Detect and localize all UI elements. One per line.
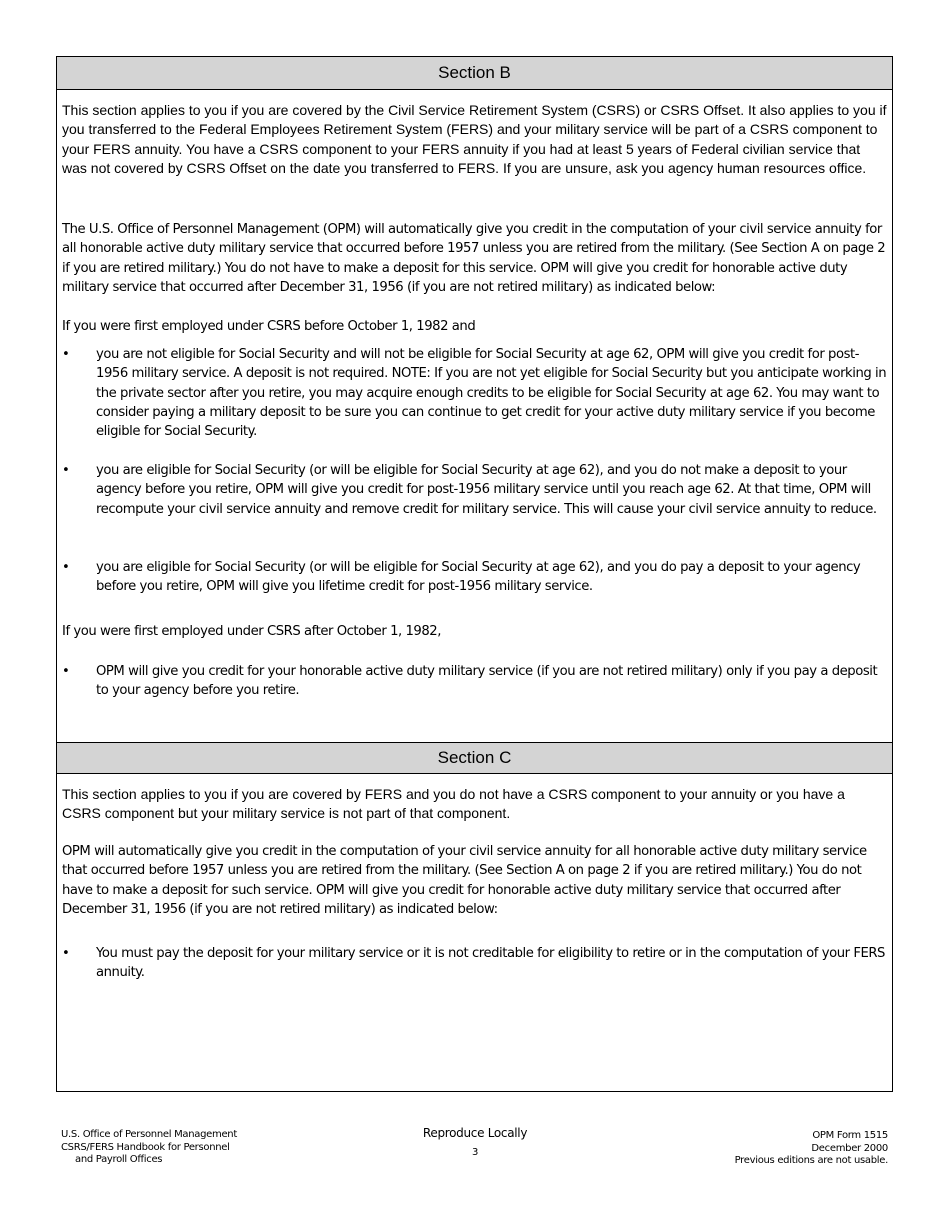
list-item-text: you are eligible for Social Security (or will be eligible for Social Security at age 62), and you do pay a deposit to your agency before you retire, OPM will give you lifetime credit for post-1956 military service. bbox=[96, 560, 861, 595]
form-date: December 2000 bbox=[811, 1142, 888, 1154]
footer-agency: U.S. Office of Personnel Management bbox=[61, 1129, 237, 1140]
footer-right bbox=[735, 1130, 888, 1168]
section-c-opm-credit: OPM will automatically give you credit in the computation of your civil service annuity for all honorable active duty military service that occurred before 1957 unless you are retired from the military. (See Section A on page 2 if you are retired military.) You do not have to make a deposit for such service. OPM will give you credit for honorable active duty military service that occurred after December 31, 1956 (if you are not retired military) as indicated below: bbox=[62, 844, 867, 917]
footer-handbook-cont: and Payroll Offices bbox=[75, 1154, 163, 1166]
section-c-header: Section C bbox=[57, 742, 892, 774]
form-frame bbox=[56, 56, 893, 1092]
list-item bbox=[62, 461, 887, 519]
footer-handbook: CSRS/FERS Handbook for Personnel bbox=[61, 1141, 230, 1153]
list-item-text: OPM will give you credit for your honorable active duty military service (if you are not retired military) only if you pay a deposit to your agency before you retire. bbox=[96, 664, 878, 699]
form-number: OPM Form 1515 bbox=[812, 1130, 888, 1141]
section-b-header: Section B bbox=[57, 57, 892, 90]
bullet-icon: • bbox=[62, 347, 70, 362]
section-b-intro: This section applies to you if you are covered by the Civil Service Retirement System (CSRS) or CSRS Offset. It also applies to you if you transferred to the Federal Employees Retirement System (FERS) and your military service will be part of a CSRS component to your FERS annuity. You have a CSRS component to your FERS annuity if you had at least 5 years of Federal civilian service that was not covered by CSRS Offset on the date you transferred to FERS. If you are unsure, ask you agency human resources office. bbox=[62, 102, 887, 176]
bullet-icon: • bbox=[62, 560, 70, 575]
list-item-text: you are not eligible for Social Security and will not be eligible for Social Security at age 62, OPM will give you credit for post-1956 military service. A deposit is not required. NOTE: If you are not yet eligible for Social Security but you anticipate working in the private sector after you retire, you may acquire enough credits to be eligible for Social Security at age 62. You may want to consider paying a military deposit to be sure you can continue to get credit for your active duty military service if you become eligible for Social Security. bbox=[96, 347, 887, 440]
list-item-text: You must pay the deposit for your military service or it is not creditable for eligibility to retire or in the computation of your FERS annuity. bbox=[96, 946, 885, 981]
list-item bbox=[62, 662, 887, 701]
bullet-icon: • bbox=[62, 946, 70, 961]
section-b-opm-credit: The U.S. Office of Personnel Management (OPM) will automatically give you credit in the computation of your civil service annuity for all honorable active duty military service that occurred before 1957 unless you are retired from the military. (See Section A on page 2 if you are retired military.) You do not have to make a deposit for this service. OPM will give you credit for honorable active duty military service that occurred after December 31, 1956 (if you are not retired military) as indicated below: bbox=[62, 222, 886, 295]
list-item bbox=[62, 558, 887, 597]
section-b-before-1982-lead: If you were first employed under CSRS before October 1, 1982 and bbox=[62, 319, 476, 334]
section-b-after-1982-lead: If you were first employed under CSRS after October 1, 1982, bbox=[62, 624, 441, 639]
list-item-text: you are eligible for Social Security (or will be eligible for Social Security at age 62), and you do not make a deposit to your agency before you retire, OPM will give you credit for post-1956 military service until you reach age 62. At that time, OPM will recompute your civil service annuity and remove credit for military service. This will cause your civil service annuity to reduce. bbox=[96, 463, 877, 517]
bullet-icon: • bbox=[62, 664, 70, 679]
bullet-icon: • bbox=[62, 463, 70, 478]
list-item bbox=[62, 944, 887, 983]
editions-note: Previous editions are not usable. bbox=[734, 1155, 888, 1167]
section-c-intro: This section applies to you if you are covered by FERS and you do not have a CSRS component to your annuity or you have a CSRS component but your military service is not part of that component. bbox=[62, 786, 845, 822]
page-number: 3 bbox=[471, 1146, 479, 1158]
list-item bbox=[62, 345, 887, 441]
reproduce-locally-label: Reproduce Locally bbox=[422, 1126, 528, 1140]
